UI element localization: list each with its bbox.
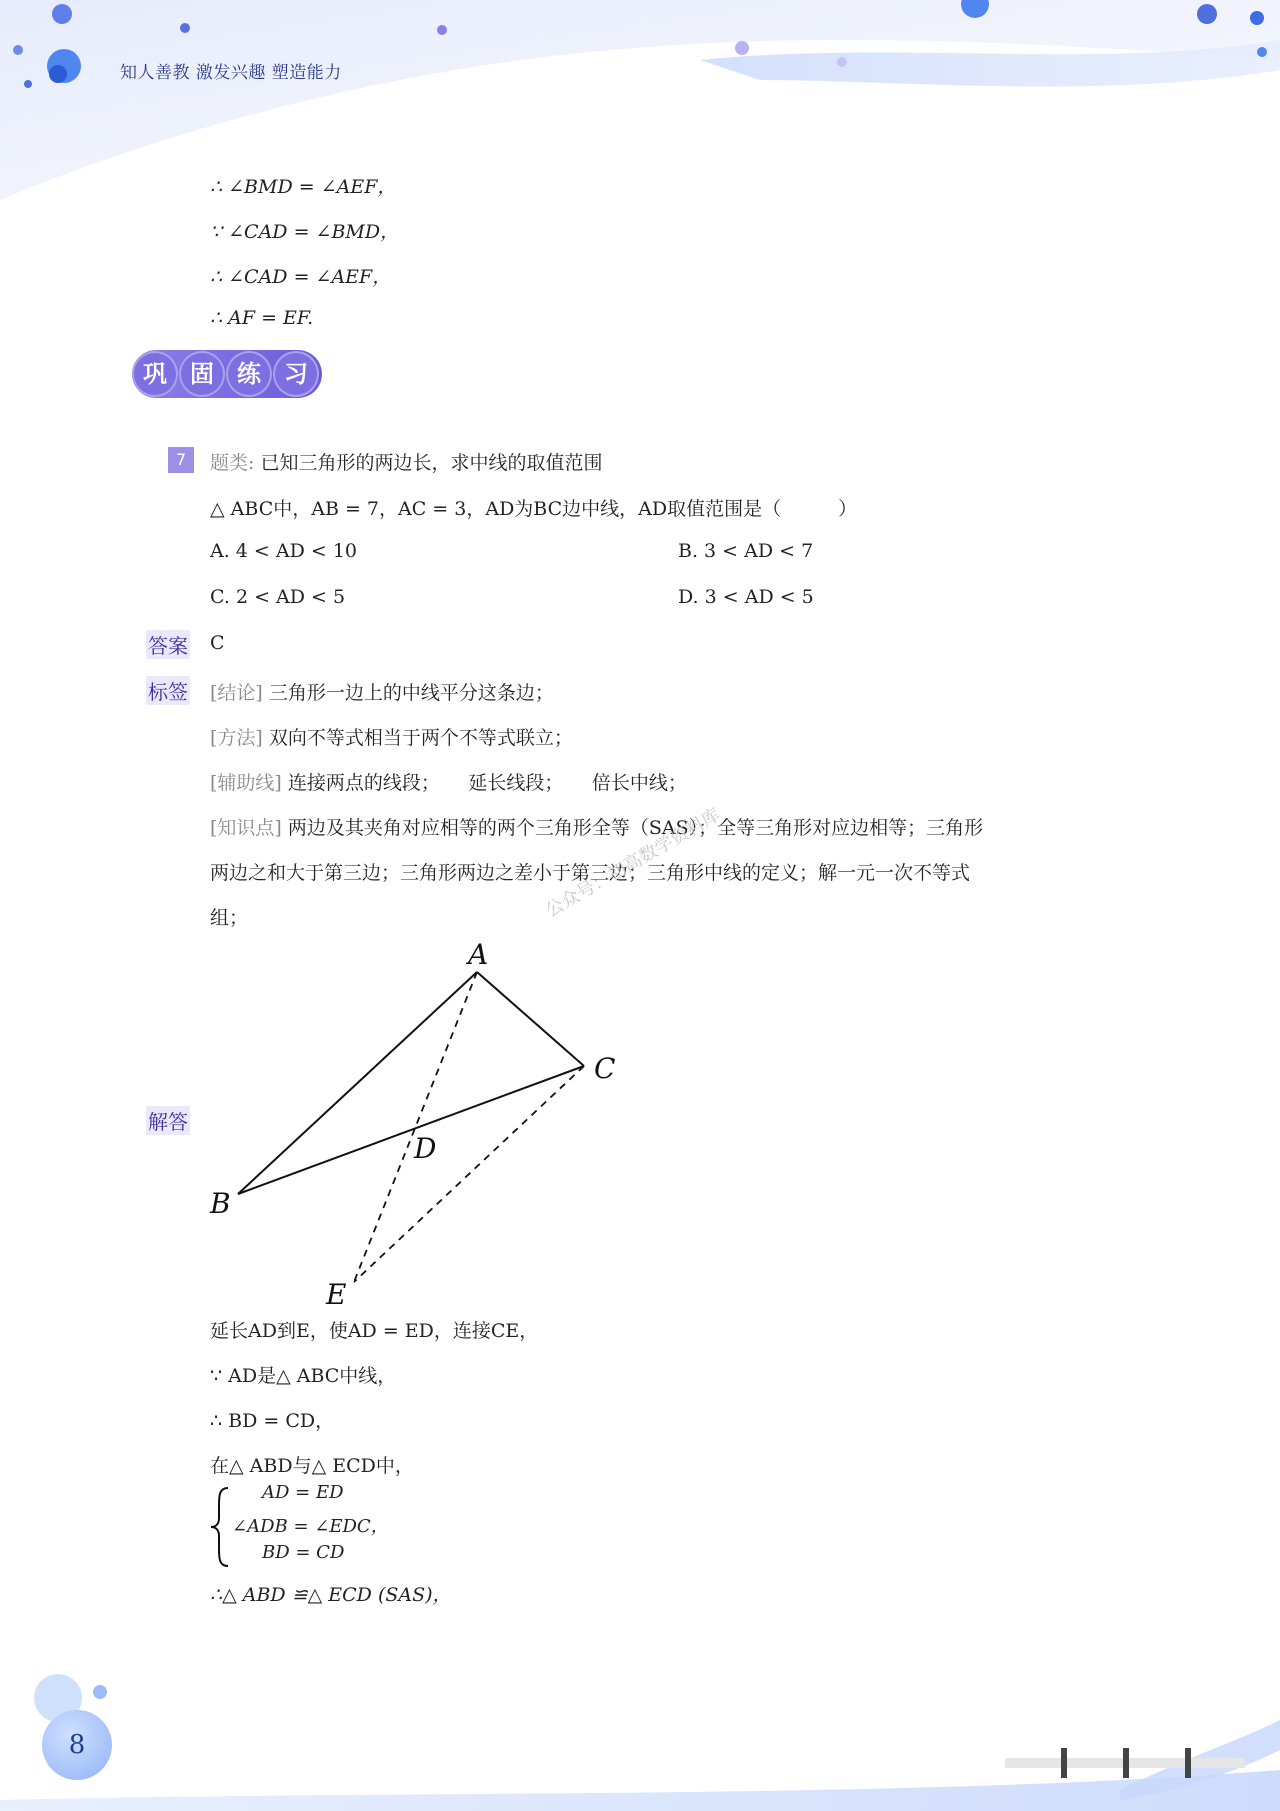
point-label-d: D — [414, 1132, 437, 1165]
solution-line-5: ∴△ ABD ≌△ ECD (SAS)， — [210, 1584, 452, 1606]
tag-method-key: [方法] — [210, 727, 263, 749]
tag-method — [210, 723, 573, 750]
option-d: D. 3 < AD < 5 — [678, 586, 814, 608]
segment-ac — [477, 972, 584, 1066]
section-badge-char-3: 练 — [226, 351, 272, 397]
tag-knowledge-line-3: 组； — [210, 907, 249, 929]
segment-bc — [238, 1066, 584, 1194]
section-badge-char-4: 习 — [273, 351, 319, 397]
footer-watermark-bar — [1005, 1748, 1245, 1783]
header-decoration — [0, 0, 1280, 230]
triangle-figure — [200, 930, 640, 1310]
category-text: 已知三角形的两边长，求中线的取值范围 — [260, 452, 603, 474]
system-brace — [208, 1486, 232, 1568]
point-label-a: A — [468, 938, 489, 971]
question-category — [210, 448, 602, 475]
page-number: 8 — [42, 1710, 112, 1780]
option-b: B. 3 < AD < 7 — [678, 540, 814, 562]
point-label-b: B — [210, 1187, 231, 1220]
tag-conclusion — [210, 678, 554, 705]
watermark: 公众号：初高数学资料库 — [542, 804, 724, 922]
tags-label: 标签 — [146, 676, 190, 705]
system-line-1: AD = ED — [262, 1482, 344, 1503]
segment-ce-dashed — [354, 1066, 584, 1282]
proof-line-3: ∴ ∠CAD = ∠AEF， — [210, 266, 392, 288]
tag-aux-key: [辅助线] — [210, 772, 282, 794]
tag-auxiliary — [210, 768, 687, 795]
point-label-e: E — [326, 1278, 347, 1310]
system-line-3: BD = CD — [262, 1542, 345, 1563]
solution-line-2: ∵ AD是△ ABC中线， — [210, 1365, 397, 1387]
solution-line-3: ∴ BD = CD， — [210, 1410, 335, 1432]
tag-knowledge-key: [知识点] — [210, 817, 282, 839]
section-badge-char-2: 固 — [179, 351, 225, 397]
question-stem: △ ABC中，AB = 7，AC = 3，AD为BC边中线，AD取值范围是（ ） — [210, 498, 858, 520]
solution-line-4: 在△ ABD与△ ECD中， — [210, 1455, 414, 1477]
header-slogan: 知人善教 激发兴趣 塑造能力 — [120, 63, 342, 83]
tag-conclusion-text: 三角形一边上的中线平分这条边； — [268, 682, 554, 704]
proof-line-4: ∴ AF = EF. — [210, 307, 314, 329]
answer-value: C — [210, 632, 225, 654]
proof-line-2: ∵ ∠CAD = ∠BMD， — [210, 221, 400, 243]
category-label: 题类: — [210, 452, 255, 474]
tag-knowledge-line-1: 两边及其夹角对应相等的两个三角形全等（SAS）；全等三角形对应边相等；三角形 — [287, 817, 984, 839]
answer-label: 答案 — [146, 630, 190, 659]
tag-knowledge-line-2: 两边之和大于第三边；三角形两边之差小于第三边；三角形中线的定义；解一元一次不等式 — [210, 862, 971, 884]
segment-ab — [238, 972, 477, 1194]
proof-line-1: ∴ ∠BMD = ∠AEF， — [210, 176, 397, 198]
point-label-c: C — [594, 1052, 616, 1085]
option-a: A. 4 < AD < 10 — [210, 540, 358, 562]
segment-ae-dashed — [354, 972, 477, 1282]
system-line-2: ∠ADB = ∠EDC， — [232, 1516, 389, 1537]
section-badge — [132, 350, 322, 398]
question-number: 7 — [168, 447, 194, 473]
tag-knowledge — [210, 813, 983, 840]
solution-line-1: 延长AD到E，使AD = ED，连接CE， — [210, 1320, 539, 1342]
option-c: C. 2 < AD < 5 — [210, 586, 346, 608]
tag-aux-text: 连接两点的线段； 延长线段； 倍长中线； — [287, 772, 687, 794]
tag-method-text: 双向不等式相当于两个不等式联立； — [268, 727, 573, 749]
footer-decoration — [0, 1650, 1280, 1811]
tag-conclusion-key: [结论] — [210, 682, 263, 704]
solution-label: 解答 — [146, 1106, 190, 1135]
section-badge-char-1: 巩 — [132, 351, 178, 397]
